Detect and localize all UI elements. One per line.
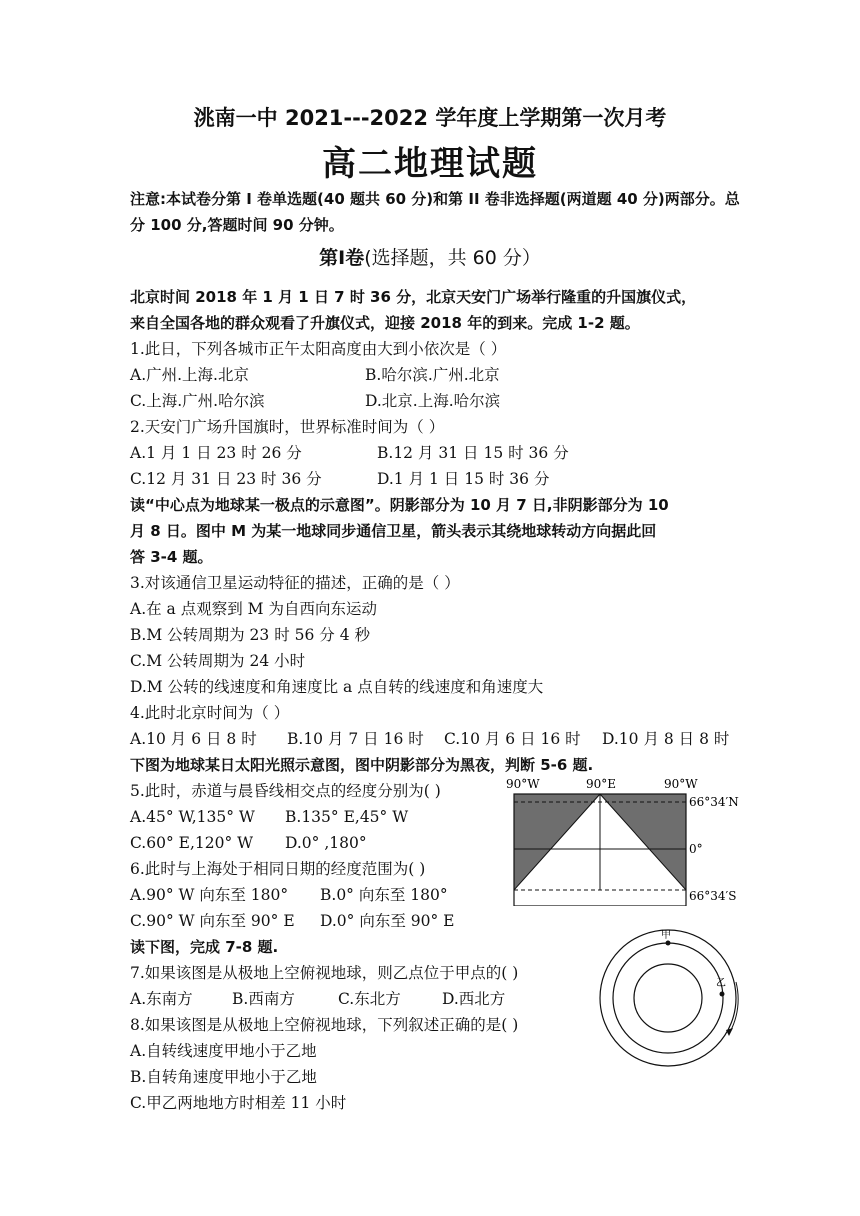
q7-option-b: B.西南方 [232, 990, 295, 1008]
q4-option-a: A.10 月 6 日 8 时 [130, 730, 257, 748]
q5-stem: 5.此时，赤道与晨昏线相交点的经度分别为( ) [130, 782, 441, 800]
q1-option-d: D.北京.上海.哈尔滨 [365, 392, 501, 410]
section-heading [0, 243, 860, 270]
inner-circle [634, 964, 702, 1032]
q1-stem: 1.此日，下列各城市正午太阳高度由大到小依次是（ ） [130, 340, 507, 358]
outer-circle [600, 930, 736, 1066]
passage2-line1: 读“中心点为地球某一极点的示意图”。阴影部分为 10 月 7 日,非阴影部分为 10 [130, 496, 669, 514]
q6-option-c: C.90° W 向东至 90° E [130, 912, 295, 930]
section-title: 第Ⅰ卷 [319, 247, 365, 269]
exam-subject: 高二地理试题 [322, 144, 538, 184]
q5-option-a: A.45° W,135° W [130, 808, 255, 826]
q2-option-c: C.12 月 31 日 23 时 36 分 [130, 470, 322, 488]
notice-line-1: 注意:本试卷分第 I 卷单选题(40 题共 60 分)和第 II 卷非选择题(两道题 40 分)两部分。总 [130, 190, 740, 208]
label-yi: 乙 [716, 978, 726, 989]
q4-option-c: C.10 月 6 日 16 时 [444, 730, 581, 748]
q4-stem: 4.此时北京时间为（ ） [130, 704, 290, 722]
section-note: (选择题，共 60 分） [364, 247, 541, 269]
lat-label-bottom: 66°34′S [689, 889, 737, 903]
q3-stem: 3.对该通信卫星运动特征的描述，正确的是（ ） [130, 574, 460, 592]
exam-title: 洮南一中 2021---2022 学年度上学期第一次月考 [193, 106, 667, 130]
passage2-line2: 月 8 日。图中 M 为某一地球同步通信卫星，箭头表示其绕地球转动方向据此回 [130, 522, 657, 540]
q8-option-a: A.自转线速度甲地小于乙地 [130, 1042, 317, 1060]
passage4-line1: 读下图，完成 7-8 题. [130, 938, 279, 956]
q8-stem: 8.如果该图是从极地上空俯视地球，下列叙述正确的是( ) [130, 1016, 519, 1034]
q8-option-b: B.自转角速度甲地小于乙地 [130, 1068, 317, 1086]
q3-option-a: A.在 a 点观察到 M 为自西向东运动 [130, 600, 377, 618]
lon-label-left: 90°W [506, 777, 540, 791]
q6-option-a: A.90° W 向东至 180° [130, 886, 289, 904]
q3-option-c: C.M 公转周期为 24 小时 [130, 652, 306, 670]
q6-stem: 6.此时与上海处于相同日期的经度范围为( ) [130, 860, 426, 878]
point-yi [720, 992, 725, 997]
q7-option-d: D.西北方 [442, 990, 506, 1008]
point-jia [666, 941, 671, 946]
q7-option-c: C.东北方 [338, 990, 401, 1008]
lon-label-mid: 90°E [586, 777, 617, 791]
lat-label-mid: 0° [689, 842, 703, 856]
q1-option-b: B.哈尔滨.广州.北京 [365, 366, 500, 384]
passage1-line2: 来自全国各地的群众观看了升旗仪式，迎接 2018 年的到来。完成 1-2 题。 [130, 314, 640, 332]
q8-option-c: C.甲乙两地地方时相差 11 小时 [130, 1094, 347, 1112]
notice-line-2: 分 100 分,答题时间 90 分钟。 [130, 216, 344, 234]
q6-option-b: B.0° 向东至 180° [320, 886, 448, 904]
label-jia: 甲 [661, 930, 671, 941]
q5-option-b: B.135° E,45° W [285, 808, 409, 826]
q7-option-a: A.东南方 [130, 990, 193, 1008]
q2-stem: 2.天安门广场升国旗时，世界标准时间为（ ） [130, 418, 445, 436]
q5-option-d: D.0° ,180° [285, 834, 367, 852]
rotation-arrowhead [726, 1028, 733, 1036]
passage3-line1: 下图为地球某日太阳光照示意图，图中阴影部分为黑夜，判断 5-6 题. [130, 756, 594, 774]
passage2-line3: 答 3-4 题。 [130, 548, 213, 566]
q6-option-d: D.0° 向东至 90° E [320, 912, 455, 930]
q3-option-b: B.M 公转周期为 23 时 56 分 4 秒 [130, 626, 370, 644]
middle-circle [613, 943, 723, 1053]
q4-option-b: B.10 月 7 日 16 时 [287, 730, 424, 748]
passage1-line1: 北京时间 2018 年 1 月 1 日 7 时 36 分，北京天安门广场举行隆重的升国旗仪式， [130, 288, 697, 306]
q2-option-d: D.1 月 1 日 15 时 36 分 [377, 470, 550, 488]
illumination-diagram [500, 772, 750, 906]
q2-option-b: B.12 月 31 日 15 时 36 分 [377, 444, 569, 462]
polar-view-diagram [590, 924, 750, 1074]
lon-label-right: 90°W [664, 777, 698, 791]
q5-option-c: C.60° E,120° W [130, 834, 254, 852]
q1-option-c: C.上海.广州.哈尔滨 [130, 392, 265, 410]
q4-option-d: D.10 月 8 日 8 时 [602, 730, 730, 748]
q1-option-a: A.广州.上海.北京 [130, 366, 249, 384]
lat-label-top: 66°34′N [689, 795, 739, 809]
q3-option-d: D.M 公转的线速度和角速度比 a 点自转的线速度和角速度大 [130, 678, 544, 696]
q2-option-a: A.1 月 1 日 23 时 26 分 [130, 444, 302, 462]
q7-stem: 7.如果该图是从极地上空俯视地球，则乙点位于甲点的( ) [130, 964, 519, 982]
